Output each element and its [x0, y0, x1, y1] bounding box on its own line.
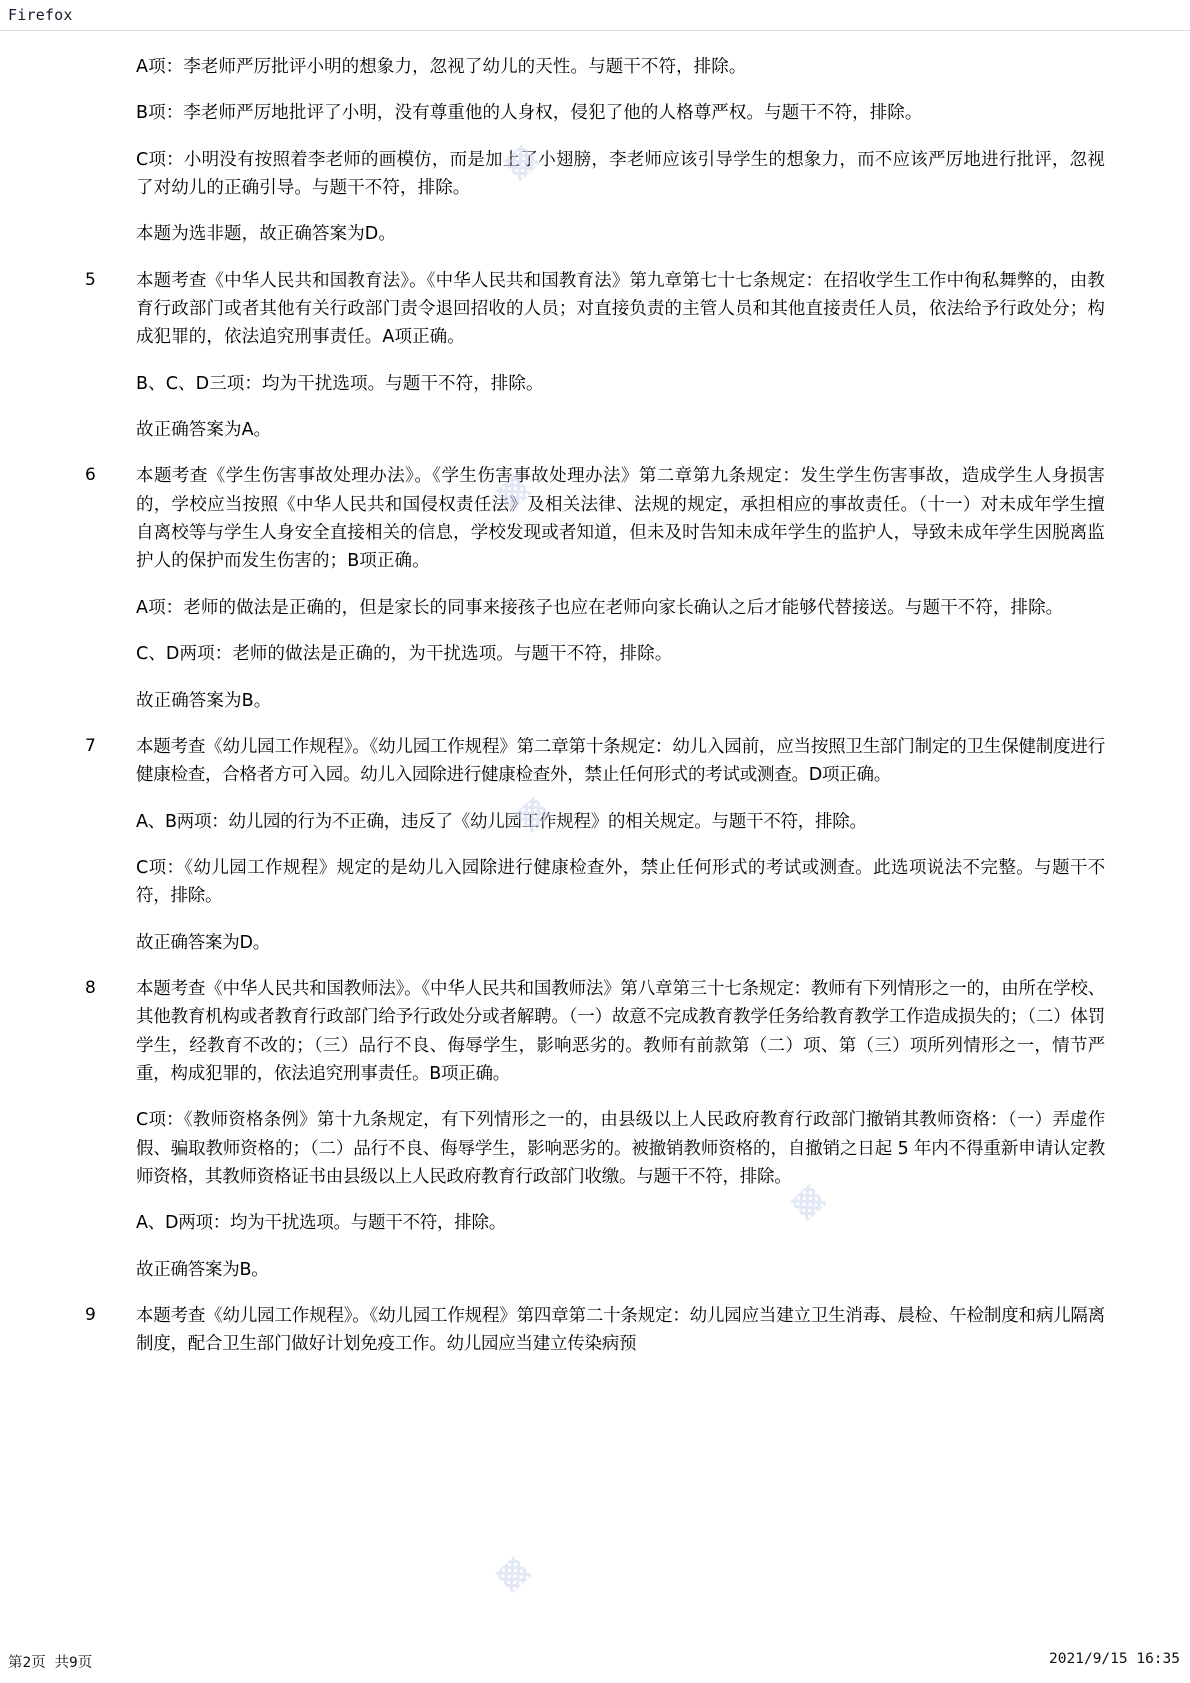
paragraph-text: 故正确答案为D。 — [136, 932, 270, 953]
paragraph-number: 6 — [85, 465, 96, 486]
numbered-item-5 — [85, 267, 1105, 352]
paragraph-text: B、C、D三项：均为干扰选项。与题干不符，排除。 — [136, 373, 544, 394]
document-paragraph — [85, 929, 1105, 957]
paragraph-text: C项：《幼儿园工作规程》规定的是幼儿入园除进行健康检查外，禁止任何形式的考试或测查。此选项说法不完整。与题干不符，排除。 — [136, 857, 1105, 907]
document-paragraph — [85, 53, 1105, 81]
numbered-item-9 — [85, 1302, 1105, 1359]
document-paragraph — [85, 146, 1105, 203]
paragraph-text: 本题考查《幼儿园工作规程》。《幼儿园工作规程》第四章第二十条规定：幼儿园应当建立卫生消毒、晨检、午检制度和病儿隔离制度，配合卫生部门做好计划免疫工作。幼儿园应当建立传染病预 — [136, 1306, 1105, 1355]
watermark-glyph-icon — [495, 1556, 532, 1593]
paragraph-text: A项：老师的做法是正确的，但是家长的同事来接孩子也应在老师向家长确认之后才能够代替接送。与题干不符，排除。 — [136, 597, 1064, 618]
paragraph-text: 本题考查《中华人民共和国教育法》。《中华人民共和国教育法》第九章第七十七条规定：在招收学生工作中徇私舞弊的，由教育行政部门或者其他有关行政部门责令退回招收的人员；对直接负责的主管人员和其他直接责任人员，依法给予行政处分；构成犯罪的，依法追究刑事责任。A项正确。 — [136, 270, 1105, 348]
paragraph-text: C项：《教师资格条例》第十九条规定，有下列情形之一的，由县级以上人民政府教育行政部门撤销其教师资格：（一）弄虚作假、骗取教师资格的；（二）品行不良、侮辱学生，影响恶劣的。被撤销教师资格的，自撤销之日起 5 年内不得重新申请认定教师资格，其教师资格证书由县级以上人民政府教育行政部门收缴。与题干不符，排除。 — [136, 1110, 1105, 1187]
document-paragraph — [85, 687, 1105, 715]
paragraph-number: 9 — [85, 1305, 96, 1325]
document-paragraph — [85, 1256, 1105, 1284]
paragraph-text: 本题考查《中华人民共和国教师法》。《中华人民共和国教师法》第八章第三十七条规定：教师有下列情形之一的，由所在学校、其他教育机构或者教育行政部门给予行政处分或者解聘。（一）故意不完成教育教学任务给教育教学工作造成损失的；（二）体罚学生，经教育不改的；（三）品行不良、侮辱学生，影响恶劣的。教师有前款第（二）项、第（三）项所列情形之一，情节严重，构成犯罪的，依法追究刑事责任。B项正确。 — [136, 978, 1105, 1084]
document-paragraph — [85, 370, 1105, 398]
paragraph-text: 本题考查《学生伤害事故处理办法》。《学生伤害事故处理办法》第二章第九条规定：发生学生伤害事故，造成学生人身损害的，学校应当按照《中华人民共和国侵权责任法》及相关法律、法规的规定，承担相应的事故责任。（十一）对未成年学生擅自离校等与学生人身安全直接相关的信息，学校发现或者知道，但未及时告知未成年学生的监护人，导致未成年学生因脱离监护人的保护而发生伤害的；B项正确。 — [136, 466, 1105, 572]
paragraph-text: A、B两项：幼儿园的行为不正确，违反了《幼儿园工作规程》的相关规定。与题干不符，排除。 — [136, 811, 867, 832]
paragraph-number: 5 — [85, 269, 96, 290]
numbered-item-7 — [85, 733, 1105, 790]
document-paragraph — [85, 854, 1105, 911]
document-paragraph — [85, 99, 1105, 127]
paragraph-number: 7 — [85, 735, 96, 756]
page-footer — [0, 1651, 1190, 1675]
paragraph-text: A、D两项：均为干扰选项。与题干不符，排除。 — [136, 1213, 506, 1234]
paragraph-text: 本题考查《幼儿园工作规程》。《幼儿园工作规程》第二章第十条规定：幼儿入园前，应当按照卫生部门制定的卫生保健制度进行健康检查，合格者方可入园。幼儿入园除进行健康检查外，禁止任何形式的考试或测查。D项正确。 — [136, 736, 1105, 786]
paragraph-text: 故正确答案为B。 — [136, 690, 272, 711]
document-paragraph — [85, 594, 1105, 622]
paragraph-text: 本题为选非题，故正确答案为D。 — [136, 224, 396, 245]
watermark-icon — [495, 1555, 533, 1593]
paragraph-text: 故正确答案为A。 — [136, 420, 272, 441]
paragraph-text: C项：小明没有按照着李老师的画模仿，而是加上了小翅膀，李老师应该引导学生的想象力，而不应该严厉地进行批评，忽视了对幼儿的正确引导。与题干不符，排除。 — [136, 149, 1105, 199]
document-paragraph — [85, 416, 1105, 444]
paragraph-text: C、D两项：老师的做法是正确的，为干扰选项。与题干不符，排除。 — [136, 644, 673, 665]
browser-app-label: Firefox — [8, 6, 73, 24]
document-content — [85, 53, 1105, 1377]
numbered-item-8 — [85, 975, 1105, 1088]
paragraph-text: B项：李老师严厉地批评了小明，没有尊重他的人身权，侵犯了他的人格尊严权。与题干不符，排除。 — [136, 103, 923, 124]
paragraph-number: 8 — [85, 977, 96, 998]
document-paragraph — [85, 640, 1105, 668]
document-paragraph — [85, 220, 1105, 248]
document-paragraph — [85, 808, 1105, 836]
paragraph-text: 故正确答案为B。 — [136, 1259, 269, 1280]
print-timestamp: 2021/9/15 16:35 — [1049, 1651, 1180, 1667]
numbered-item-6 — [85, 462, 1105, 575]
document-paragraph — [85, 1106, 1105, 1191]
page-number-label: 第2页 共9页 — [8, 1655, 93, 1671]
printed-page-sheet — [0, 30, 1190, 1650]
paragraph-text: A项：李老师严厉批评小明的想象力，忽视了幼儿的天性。与题干不符，排除。 — [136, 57, 747, 77]
document-paragraph — [85, 1209, 1105, 1237]
